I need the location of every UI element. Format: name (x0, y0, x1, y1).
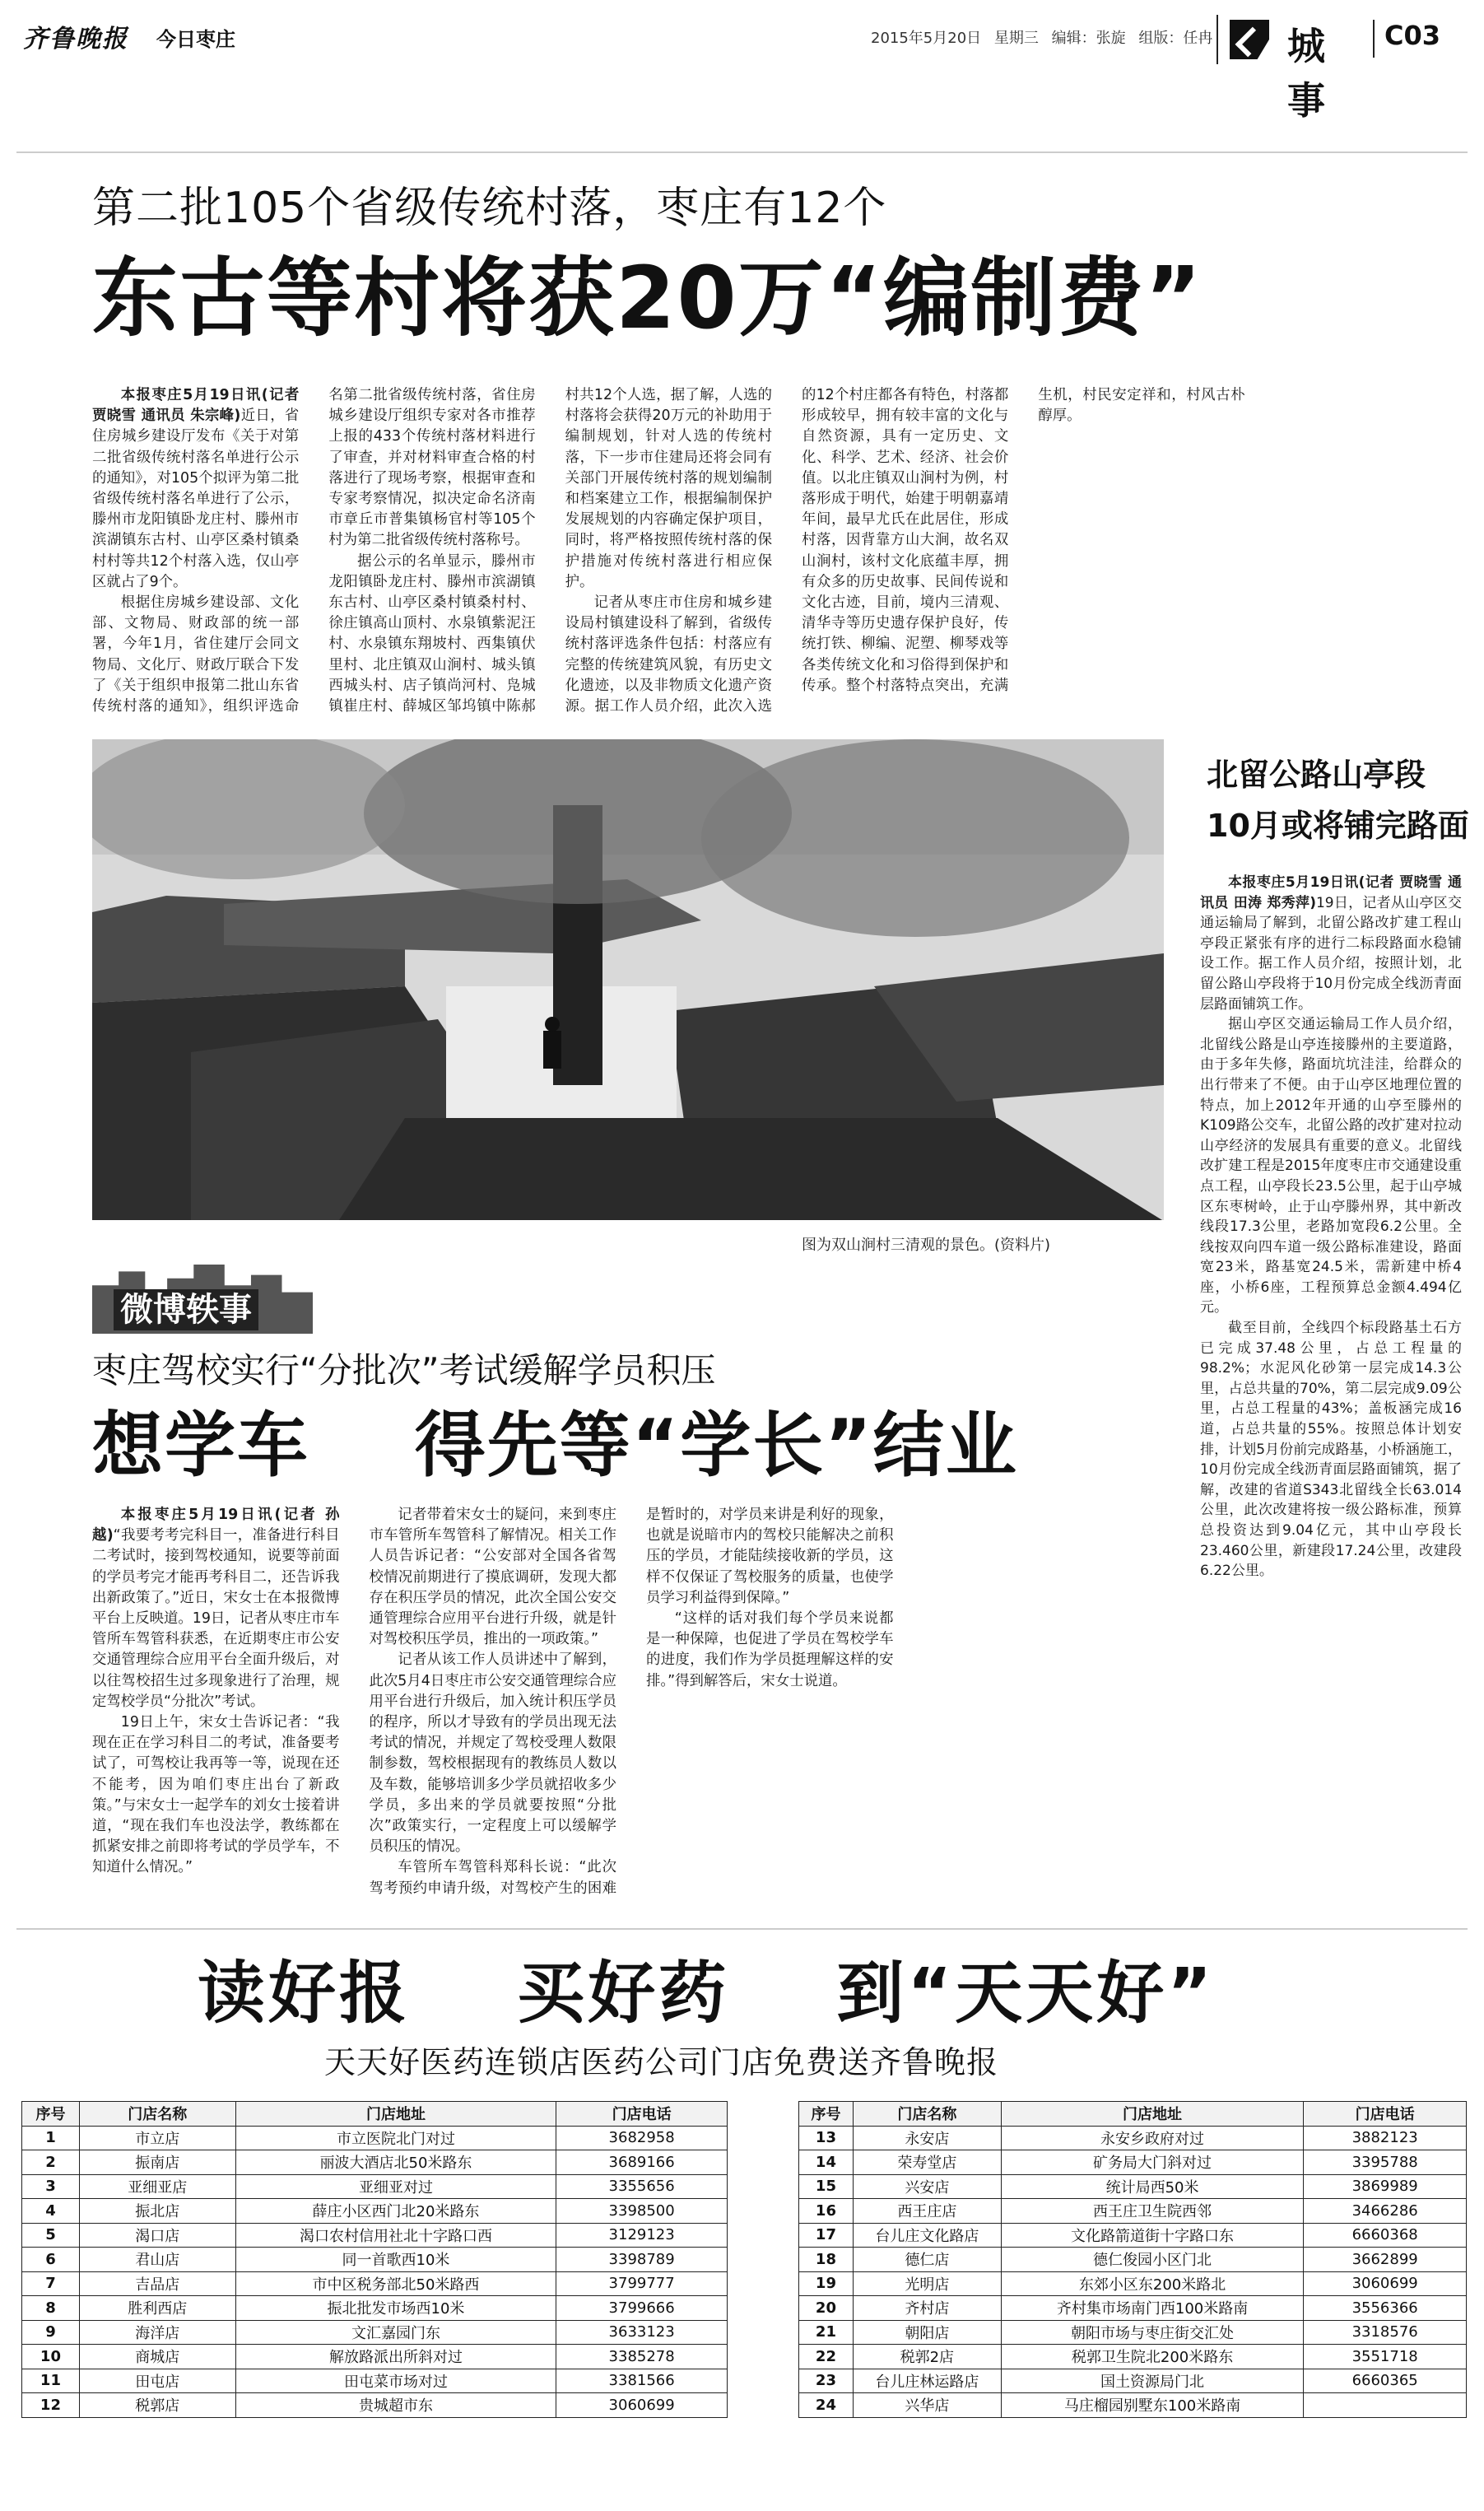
store-phone: 3556366 (1304, 2296, 1467, 2321)
store-address: 马庄榴园别墅东100米路南 (1001, 2393, 1304, 2418)
table-row (22, 2126, 728, 2150)
store-address: 永安乡政府对过 (1001, 2126, 1304, 2150)
side-paragraph: 本报枣庄5月19日讯(记者 贾晓雪 通讯员 田涛 郑秀萍)19日，记者从山亭区交通运输局了解到，北留公路改扩建工程山亭段正紧张有序的进行二标段路面水稳铺设工作。据工作人员介绍，按照计划，北留公路山亭段将于10月份完成全线沥青面层路面铺筑工作。 (1200, 874, 1462, 1013)
store-number: 22 (799, 2345, 854, 2369)
store-number: 24 (799, 2393, 854, 2418)
store-address: 东郊小区东200米路北 (1001, 2271, 1304, 2296)
table-row (22, 2320, 728, 2345)
table-row (799, 2271, 1467, 2296)
store-name: 渴口店 (79, 2223, 235, 2248)
store-number: 13 (799, 2126, 854, 2150)
store-address: 解放路派出所斜对过 (235, 2345, 556, 2369)
lead-body (92, 385, 1482, 723)
store-phone: 3882123 (1304, 2126, 1467, 2150)
store-number: 12 (22, 2393, 80, 2418)
store-phone: 3060699 (556, 2393, 728, 2418)
column-header: 门店电话 (1304, 2102, 1467, 2127)
newspaper-logo: 齐鲁晚报 (23, 25, 128, 54)
table-row (799, 2248, 1467, 2272)
store-number: 3 (22, 2174, 80, 2199)
store-name: 税郭店 (79, 2393, 235, 2418)
weibo-paragraph: 车管所车驾管科郑科长说：“此次驾考预约申请升级，对驾校产生的困难是暂时的，对学员来讲是利好的现象，也就是说暗市内的驾校只能解决之前积压的学员，才能陆续接收新的学员，这样不仅保证了驾校服务的质量，也使学员学习利益得到保障。” (369, 1507, 894, 1897)
store-number: 2 (22, 2150, 80, 2175)
publication-info (871, 26, 1212, 48)
store-phone: 3395788 (1304, 2150, 1467, 2175)
store-address: 国土资源局门北 (1001, 2369, 1304, 2393)
table-row (799, 2199, 1467, 2224)
column-header: 序号 (799, 2102, 854, 2127)
table-row (22, 2174, 728, 2199)
store-name: 荣寿堂店 (853, 2150, 1001, 2175)
table-row (22, 2271, 728, 2296)
store-name: 亚细亚店 (79, 2174, 235, 2199)
store-name: 兴安店 (853, 2174, 1001, 2199)
store-number: 20 (799, 2296, 854, 2321)
store-address: 市中区税务部北50米路西 (235, 2271, 556, 2296)
lead-paragraph: 本报枣庄5月19日讯(记者 贾晓雪 通讯员 朱宗峰)近日，省住房城乡建设厅发布《关于对第二批省级传统村落名单进行公示的通知》，对105个拟评为第二批省级传统村落名单进行了公示，滕州市龙阳镇卧龙庄村、滕州市滨湖镇东古村、山亭区桑村镇桑村村等共12个村落入选，仅山亭区就占了9个。 (92, 387, 300, 590)
store-phone: 3662899 (1304, 2248, 1467, 2272)
ad-subline: 天天好医药连锁店医药公司门店免费送齐鲁晚报 (324, 2044, 999, 2080)
store-address: 文汇嘉园门东 (235, 2320, 556, 2345)
store-address: 税郭卫生院北200米路东 (1001, 2345, 1304, 2369)
table-row (22, 2393, 728, 2418)
weibo-section-tag (92, 1265, 313, 1334)
store-address: 统计局西50米 (1001, 2174, 1304, 2199)
temple-photo-illustration (92, 739, 1164, 1220)
store-address: 齐村集市场南门西100米路南 (1001, 2296, 1304, 2321)
store-phone: 3381566 (556, 2369, 728, 2393)
table-row (22, 2199, 728, 2224)
weibo-paragraph: 本报枣庄5月19日讯(记者 孙越)“我要考考完科目一，准备进行科目二考试时，接到驾校通知，说要等前面的学员考完才能再考科目二，还告诉我出新政策了。”近日，宋女士在本报微博平台上反映道。19日，记者从枣庄市车管所车驾管科获悉，在近期枣庄市公安交通管理综合应用平台全面升级后，对以往驾校招生过多现象进行了治理，规定驾校学员“分批次”考试。 (92, 1507, 340, 1710)
store-number: 11 (22, 2369, 80, 2393)
store-phone: 3398500 (556, 2199, 728, 2224)
column-header: 序号 (22, 2102, 80, 2127)
table-row (799, 2393, 1467, 2418)
side-byline: 本报枣庄5月19日讯(记者 贾晓雪 通讯员 田涛 郑秀萍) (1200, 874, 1462, 911)
store-phone: 3633123 (556, 2320, 728, 2345)
store-address: 矿务局大门斜对过 (1001, 2150, 1304, 2175)
store-address: 文化路箭道街十字路口东 (1001, 2223, 1304, 2248)
column-header: 门店地址 (235, 2102, 556, 2127)
store-name: 吉品店 (79, 2271, 235, 2296)
store-address: 同一首歌西10米 (235, 2248, 556, 2272)
table-row (799, 2126, 1467, 2150)
store-name: 胜利西店 (79, 2296, 235, 2321)
lead-byline: 本报枣庄5月19日讯(记者 贾晓雪 通讯员 朱宗峰) (92, 387, 300, 425)
weibo-paragraph: “这样的话对我们每个学员来说都是一种保障，也促进了学员在驾校学车的进度，我们作为学员挺理解这样的安排。”得到解答后，宋女士说道。 (646, 1610, 894, 1689)
table-header-row (799, 2102, 1467, 2127)
store-number: 4 (22, 2199, 80, 2224)
lead-paragraph: 记者从枣庄市住房和城乡建设局村镇建设科了解到，省级传统村落评选条件包括：村落应有完整的传统建筑风貌，有历史文化遗迹，以及非物质文化遗产资源。据工作人员介绍，此次入选的12个村庄都各有特色，村落都形成较早，拥有较丰富的文化与自然资源，具有一定历史、文化、科学、艺术、经济、社会价值。以北庄镇双山涧村为例，村落形成于明代，始建于明朝嘉靖年间，最早尤氏在此居住，形成村落，因背靠方山大涧，故名双山涧村，该村文化底蕴丰厚，拥有众多的历史故事、民间传说和文化古迹，目前，境内三清观、清华寺等历史遗存保护良好，传统打铁、柳编、泥塑、柳琴戏等各类传统文化和习俗得到保护和传承。整个村落特点突出，充满生机，村民安定祥和，村风古朴醇厚。 (565, 387, 1245, 715)
table-row (22, 2345, 728, 2369)
weibo-headline: 想学车 得先等“学长”结业 (92, 1405, 1018, 1487)
store-phone: 3799666 (556, 2296, 728, 2321)
store-address: 田屯菜市场对过 (235, 2369, 556, 2393)
store-number: 9 (22, 2320, 80, 2345)
store-number: 10 (22, 2345, 80, 2369)
store-phone (1304, 2393, 1467, 2418)
store-phone: 3551718 (1304, 2345, 1467, 2369)
issue-weekday: 星期三 (993, 30, 1039, 47)
side-paragraph: 截至目前，全线四个标段路基土石方已完成37.48公里，占总工程量的98.2%；水泥风化砂第一层完成14.3公里，占总共量的70%，第二层完成9.09公里，占总工程量的43%；盖板涵完成16道，占总共量的55%。按照总体计划安排，计划5月份前完成路基，小桥涵施工，10月份完成全线沥青面层路面铺筑，据了解，改建的省道S343北留线全长63.014公里，此次改建将按一级公路标准，预算总投资达到9.04亿元，其中山亭段长23.460公里，新建段17.24公里，改建段6.22公里。 (1200, 1320, 1462, 1580)
store-phone: 6660368 (1304, 2223, 1467, 2248)
store-address: 丽波大酒店北50米路东 (235, 2150, 556, 2175)
store-phone: 3060699 (1304, 2271, 1467, 2296)
store-phone: 3689166 (556, 2150, 728, 2175)
table-row (799, 2296, 1467, 2321)
store-address: 振北批发市场西10米 (235, 2296, 556, 2321)
store-number: 5 (22, 2223, 80, 2248)
store-number: 16 (799, 2199, 854, 2224)
ad-headline: 读好报 买好药 到“天天好” (198, 1954, 1216, 2033)
weibo-paragraph: 19日上午，宋女士告诉记者：“我现在正在学习科目二的考试，准备要考试了，可驾校让我再等一等，说现在还不能考，因为咱们枣庄出台了新政策。”与宋女士一起学车的刘女士接着讲道，“现在我们车也没法学，教练都在抓紧安排之前即将考试的学员学车，不知道什么情况。” (92, 1714, 340, 1876)
page-number: C03 (1373, 20, 1440, 58)
weibo-paragraph: 记者带着宋女士的疑问，来到枣庄市车管所车驾管科了解情况。相关工作人员告诉记者：“公安部对全国各省驾校情况前期进行了摸底调研，发现大都存在积压学员的情况，此次全国公安交通管理综合应用平台进行升级，就是针对驾校积压学员，推出的一项政策。” (369, 1507, 616, 1648)
store-phone: 3466286 (1304, 2199, 1467, 2224)
weibo-body (92, 1505, 1170, 1917)
side-body (1200, 873, 1462, 1582)
store-address: 渴口农村信用社北十字路口西 (235, 2223, 556, 2248)
city-section-label: 城事 (1287, 24, 1325, 123)
layout-credit: 组版：任冉 (1138, 30, 1213, 47)
store-name: 台儿庄文化路店 (853, 2223, 1001, 2248)
editor-credit: 编辑：张旋 (1051, 30, 1126, 47)
store-name: 朝阳店 (853, 2320, 1001, 2345)
table-row (22, 2223, 728, 2248)
store-name: 德仁店 (853, 2248, 1001, 2272)
store-number: 14 (799, 2150, 854, 2175)
store-address: 亚细亚对过 (235, 2174, 556, 2199)
store-phone: 3398789 (556, 2248, 728, 2272)
store-name: 台儿庄林运路店 (853, 2369, 1001, 2393)
store-phone: 3682958 (556, 2126, 728, 2150)
store-number: 23 (799, 2369, 854, 2393)
chevron-badge-icon (1230, 20, 1269, 59)
store-number: 18 (799, 2248, 854, 2272)
store-name: 西王庄店 (853, 2199, 1001, 2224)
store-phone: 3799777 (556, 2271, 728, 2296)
store-name: 振南店 (79, 2150, 235, 2175)
store-address: 德仁俊园小区门北 (1001, 2248, 1304, 2272)
table-row (799, 2320, 1467, 2345)
table-row (22, 2150, 728, 2175)
table-row (799, 2174, 1467, 2199)
table-row (22, 2248, 728, 2272)
store-name: 光明店 (853, 2271, 1001, 2296)
table-body (799, 2126, 1467, 2417)
store-name: 兴华店 (853, 2393, 1001, 2418)
masthead (23, 12, 1455, 123)
store-name: 市立店 (79, 2126, 235, 2150)
side-headline-line-2: 10月或将铺完路面 (1207, 808, 1469, 844)
store-number: 19 (799, 2271, 854, 2296)
store-address: 薛庄小区西门北20米路东 (235, 2199, 556, 2224)
store-name: 永安店 (853, 2126, 1001, 2150)
store-name: 商城店 (79, 2345, 235, 2369)
store-phone: 3129123 (556, 2223, 728, 2248)
store-address: 西王庄卫生院西邻 (1001, 2199, 1304, 2224)
store-phone: 3318576 (1304, 2320, 1467, 2345)
store-number: 8 (22, 2296, 80, 2321)
column-header: 门店名称 (79, 2102, 235, 2127)
column-header: 门店名称 (853, 2102, 1001, 2127)
store-number: 15 (799, 2174, 854, 2199)
store-phone: 3869989 (1304, 2174, 1467, 2199)
store-name: 齐村店 (853, 2296, 1001, 2321)
weibo-byline: 本报枣庄5月19日讯(记者 孙越) (92, 1507, 340, 1544)
lead-kicker: 第二批105个省级传统村落，枣庄有12个 (92, 184, 887, 233)
divider (16, 151, 1468, 153)
store-table-right (798, 2101, 1467, 2418)
store-number: 17 (799, 2223, 854, 2248)
store-name: 海洋店 (79, 2320, 235, 2345)
weibo-paragraph: 记者从该工作人员讲述中了解到，此次5月4日枣庄市公安交通管理综合应用平台进行升级后，加入统计积压学员的程序，所以才导致有的学员出现无法考试的情况，并规定了驾校受理人数限制参数，驾校根据现有的教练员人数以及车数，能够培训多少学员就招收多少学员，多出来的学员就要按照“分批次”政策实行，一定程度上可以缓解学员积压的情况。 (369, 1651, 616, 1856)
table-row (799, 2150, 1467, 2175)
store-phone: 3385278 (556, 2345, 728, 2369)
table-header-row (22, 2102, 728, 2127)
store-address: 贵城超市东 (235, 2393, 556, 2418)
store-phone: 6660365 (1304, 2369, 1467, 2393)
table-row (22, 2296, 728, 2321)
temple-photo (92, 739, 1164, 1220)
store-number: 7 (22, 2271, 80, 2296)
weibo-tag-label: 微博轶事 (114, 1289, 258, 1330)
table-row (799, 2369, 1467, 2393)
store-number: 1 (22, 2126, 80, 2150)
table-row (22, 2369, 728, 2393)
lead-paragraph: 据公示的名单显示，滕州市龙阳镇卧龙庄村、滕州市滨湖镇东古村、山亭区桑村镇桑村村、徐庄镇高山顶村、水泉镇紫泥汪村、水泉镇东翔坡村、西集镇伏里村、北庄镇双山涧村、城头镇西城头村、店子镇尚河村、凫城镇崔庄村、薛城区邹坞镇中陈郝村共12个人选，据了解，人选的村落将会获得20万元的补助用于编制规划，针对人选的传统村落，下一步市住建局还将会同有关部门开展传统村落的规划编制和档案建立工作，根据编制保护发展规划的内容确定保护项目，同时，将严格按照传统村落的保护措施对传统村落进行相应保护。 (328, 387, 772, 715)
photo-caption: 图为双山涧村三清观的景色。(资料片) (802, 1237, 1051, 1254)
table-row (799, 2345, 1467, 2369)
lead-paragraph: 根据住房城乡建设部、文化部、文物局、财政部的统一部署，今年1月，省住建厅会同文物局、文化厅、财政厅联合下发了《关于组织申报第二批山东省传统村落的通知》，组织评选命名第二批省级传统村落，省住房城乡建设厅组织专家对各市推荐上报的433个传统村落材料进行了审查，并对材料审查合格的村落进行了现场考察，根据审查和专家考察情况，拟决定命名济南市章丘市普集镇杨官村等105个村为第二批省级传统村落称号。 (92, 387, 536, 715)
store-address: 朝阳市场与枣庄街交汇处 (1001, 2320, 1304, 2345)
store-name: 君山店 (79, 2248, 235, 2272)
store-name: 税郭2店 (853, 2345, 1001, 2369)
weibo-kicker: 枣庄驾校实行“分批次”考试缓解学员积压 (92, 1350, 716, 1391)
side-paragraph: 据山亭区交通运输局工作人员介绍，北留线公路是山亭连接滕州的主要道路，由于多年失修，路面坑坑洼洼，给群众的出行带来了不便。由于山亭区地理位置的特点，加上2012年开通的山亭至滕州的K109路公交车，北留公路的改扩建对拉动山亭经济的发展具有重要的意义。北留线改扩建工程是2015年度枣庄市交通建设重点工程，山亭段长23.5公里，起于山亭城区东枣树岭，止于山亭滕州界，其中新改线段17.3公里，老路加宽段6.2公里。全线按双向四车道一级公路标准建设，路面宽23米，路基宽24.5米，需新建中桥4座，小桥6座，工程预算总金额4.494亿元。 (1200, 1016, 1462, 1316)
store-name: 田屯店 (79, 2369, 235, 2393)
store-number: 6 (22, 2248, 80, 2272)
store-name: 振北店 (79, 2199, 235, 2224)
issue-date: 2015年5月20日 (871, 30, 982, 47)
column-header: 门店电话 (556, 2102, 728, 2127)
section-name: 今日枣庄 (156, 28, 235, 51)
store-phone: 3355656 (556, 2174, 728, 2199)
city-section-badge (1217, 15, 1361, 123)
store-number: 21 (799, 2320, 854, 2345)
table-body (22, 2126, 728, 2417)
side-headline-line-1: 北留公路山亭段 (1207, 757, 1426, 793)
store-address: 市立医院北门对过 (235, 2126, 556, 2150)
column-header: 门店地址 (1001, 2102, 1304, 2127)
table-row (799, 2223, 1467, 2248)
lead-headline: 东古等村将获20万“编制费” (92, 248, 1203, 348)
store-table-left (21, 2101, 728, 2418)
divider (16, 1928, 1468, 1930)
